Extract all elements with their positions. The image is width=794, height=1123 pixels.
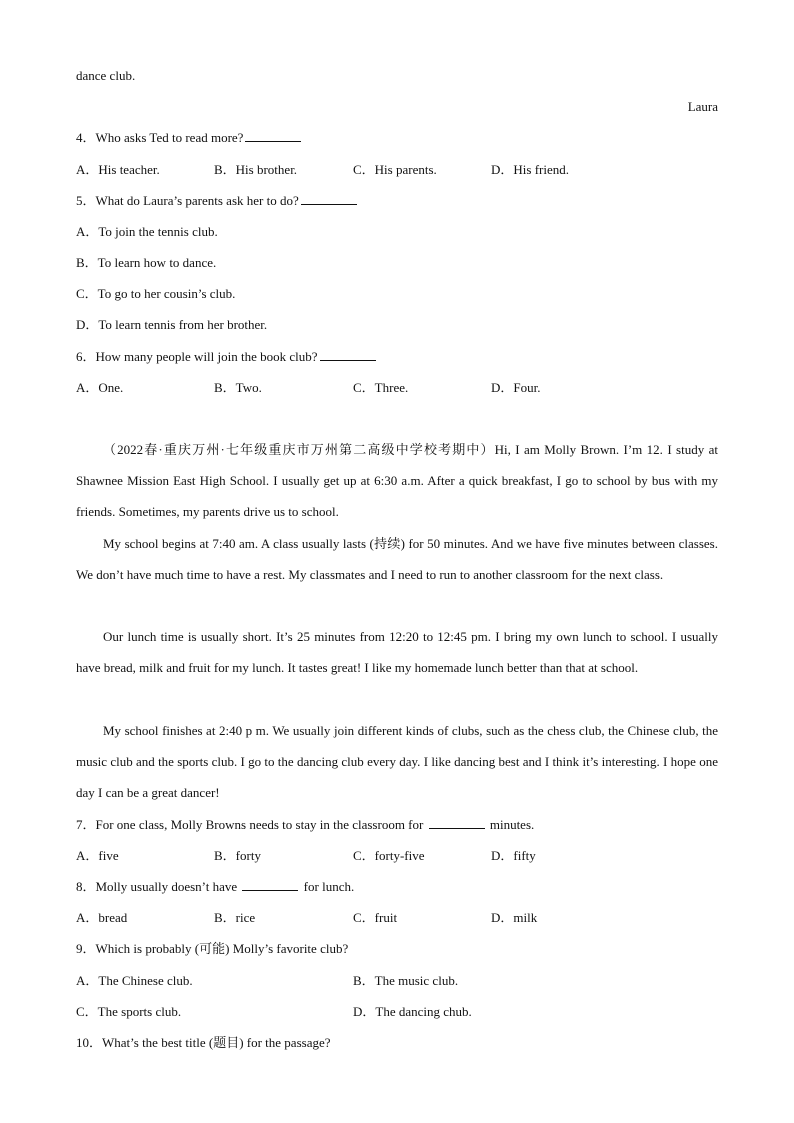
passage-paragraph-3: Our lunch time is usually short. It’s 25 minutes from 12:20 to 12:45 pm. I bring my own lunch to school. I usually have bread, milk and fruit for my lunch. It tastes great! I like my homemade lunch better than that at school. [76, 629, 718, 676]
question-7-stem-end: minutes. [489, 817, 535, 832]
question-7-stem-start: 7．For one class, Molly Browns needs to stay in the classroom for [76, 817, 424, 832]
question-4 [76, 130, 718, 146]
question-9: 9．Which is probably (可能) Molly’s favorite club? [76, 941, 349, 956]
q4-option-a: A．His teacher. [76, 162, 160, 177]
letter-signature: Laura [687, 99, 718, 114]
answer-blank[interactable] [429, 817, 485, 829]
q9-option-c: C．The sports club. [76, 1004, 182, 1019]
answer-blank[interactable] [301, 193, 357, 205]
q6-option-d: D．Four. [491, 380, 541, 395]
q4-option-c: C．His parents. [353, 162, 437, 177]
passage-paragraph-4: My school finishes at 2:40 p m. We usually join different kinds of clubs, such as the chess club, the Chinese club, the music club and the sports club. I go to the dancing club every day. I like dancing best and I think it’s interesting. I hope one day I can be a great dancer! [76, 723, 718, 801]
question-6-stem: 6．How many people will join the book club? [76, 349, 318, 364]
q7-option-c: C．forty-five [353, 848, 425, 863]
intro-end-text: dance club. [76, 68, 136, 83]
q6-option-b: B．Two. [214, 380, 262, 395]
q7-option-d: D．fifty [491, 848, 536, 863]
answer-blank[interactable] [242, 879, 298, 891]
question-8-stem-start: 8．Molly usually doesn’t have [76, 879, 238, 894]
q6-option-c: C．Three. [353, 380, 409, 395]
q5-option-c: C．To go to her cousin’s club. [76, 286, 236, 301]
answer-blank[interactable] [320, 349, 376, 361]
q5-option-a: A．To join the tennis club. [76, 224, 218, 239]
q8-option-b: B．rice [214, 910, 256, 925]
q5-option-d: D．To learn tennis from her brother. [76, 317, 268, 332]
q7-option-a: A．five [76, 848, 119, 863]
question-6 [76, 349, 718, 365]
passage-paragraph-1: （2022春·重庆万州·七年级重庆市万州第二高级中学校考期中）Hi, I am Molly Brown. I’m 12. I study at Shawnee Mission East High School. I usually get up at 6:30 a.m. After a quick breakfast, I go to school by bus with my friends. Sometimes, my parents drive us to school. [76, 442, 718, 520]
question-8 [76, 879, 718, 895]
passage-paragraph-2: My school begins at 7:40 am. A class usually lasts (持续) for 50 minutes. And we have five minutes between classes. We don’t have much time to have a rest. My classmates and I need to run to another classroom for the next class. [76, 536, 718, 583]
question-5-stem: 5．What do Laura’s parents ask her to do? [76, 193, 299, 208]
q7-option-b: B．forty [214, 848, 261, 863]
question-7 [76, 817, 718, 833]
q9-option-a: A．The Chinese club. [76, 973, 193, 988]
question-4-stem: 4．Who asks Ted to read more? [76, 130, 244, 145]
q5-option-b: B．To learn how to dance. [76, 255, 217, 270]
q4-option-b: B．His brother. [214, 162, 298, 177]
q4-option-d: D．His friend. [491, 162, 569, 177]
q8-option-c: C．fruit [353, 910, 398, 925]
q9-option-d: D．The dancing chub. [353, 1004, 472, 1019]
q9-option-b: B．The music club. [353, 973, 459, 988]
q8-option-a: A．bread [76, 910, 128, 925]
question-8-stem-end: for lunch. [303, 879, 355, 894]
q8-option-d: D．milk [491, 910, 538, 925]
question-10: 10．What’s the best title (题目) for the passage? [76, 1035, 331, 1050]
q6-option-a: A．One. [76, 380, 124, 395]
question-5 [76, 193, 718, 209]
answer-blank[interactable] [245, 130, 301, 142]
